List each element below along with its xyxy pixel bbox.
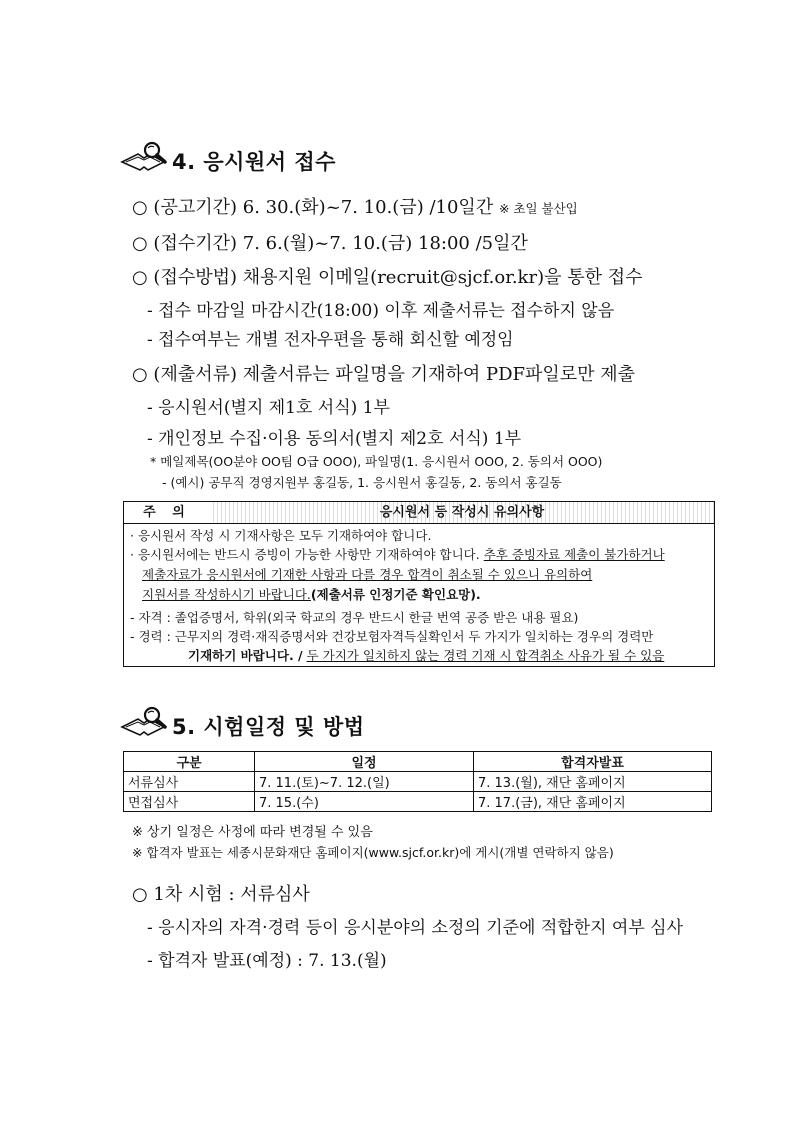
method-sub-1: - 접수 마감일 마감시간(18:00) 이후 제출서류는 접수하지 않음 — [147, 301, 615, 321]
posting-period-line: ○ (공고기간) 6. 30.(화)~7. 10.(금) /10일간 ※ 초일 불산입 — [132, 197, 578, 218]
documents-line: ○ (제출서류) 제출서류는 파일명을 기재하여 PDF파일로만 제출 — [132, 364, 636, 385]
docs-sub-1: - 응시원서(별지 제1호 서식) 1부 — [147, 398, 390, 418]
table-cell: 면접심사 — [124, 792, 255, 812]
caution-line-3: 제출자료가 응시원서에 기재한 사항과 다를 경우 합격이 취소될 수 있으니 유의하여 — [142, 567, 593, 582]
table-cell: 7. 17.(금), 재단 홈페이지 — [474, 792, 712, 812]
section-5-title: 5. 시험일정 및 방법 — [172, 715, 365, 739]
table-cell: 7. 13.(월), 재단 홈페이지 — [474, 772, 712, 792]
docs-sub-2: - 개인정보 수집·이용 동의서(별지 제2호 서식) 1부 — [147, 429, 522, 449]
table-header: 일정 — [255, 752, 474, 772]
receipt-method-line: ○ (접수방법) 채용지원 이메일(recruit@sjcf.or.kr)을 통한 접수 — [132, 267, 643, 288]
caution-header — [124, 502, 714, 524]
table-row — [124, 792, 712, 812]
schedule-note-1: ※ 상기 일정은 사정에 따라 변경될 수 있음 — [132, 825, 373, 840]
stage-1-sub-2: - 합격자 발표(예정) : 7. 13.(월) — [147, 951, 387, 971]
table-cell: 7. 15.(수) — [255, 792, 474, 812]
caution-line-1: · 응시원서 작성 시 기재사항은 모두 기재하여야 합니다. — [130, 528, 432, 543]
table-header: 구분 — [124, 752, 255, 772]
posting-period-note: ※ 초일 불산입 — [498, 201, 578, 216]
table-cell: 서류심사 — [124, 772, 255, 792]
table-header-row — [124, 752, 712, 772]
caution-line-2: · 응시원서에는 반드시 증빙이 가능한 사항만 기재하여야 합니다. 추후 증빙자료 제출이 불가하거나 — [130, 547, 665, 562]
caution-label: 주 의 — [124, 502, 211, 523]
schedule-note-2: ※ 합격자 발표는 세종시문화재단 홈페이지(www.sjcf.or.kr)에 게시(개별 연락하지 않음) — [132, 845, 614, 860]
stage-1-sub-1: - 응시자의 자격·경력 등이 응시분야의 소정의 기준에 적합한지 여부 심사 — [147, 918, 684, 938]
receipt-period-line: ○ (접수기간) 7. 6.(월)~7. 10.(금) 18:00 /5일간 — [132, 233, 528, 254]
schedule-table — [123, 751, 712, 812]
caution-line-5: - 자격 : 졸업증명서, 학위(외국 학교의 경우 반드시 한글 번역 공증 받은 내용 필요) — [130, 610, 579, 625]
caution-title: 응시원서 등 작성시 유의사항 — [210, 502, 714, 523]
method-sub-2: - 접수여부는 개별 전자우편을 통해 회신할 예정임 — [147, 330, 514, 350]
caution-line-7: 기재하기 바랍니다. / 두 가지가 일치하지 않는 경력 기재 시 합격취소 사유가 될 수 있음 — [188, 648, 665, 663]
stage-1-line: ○ 1차 시험 : 서류심사 — [132, 884, 310, 905]
table-header: 합격자발표 — [474, 752, 712, 772]
table-row — [124, 772, 712, 792]
docs-note-1: * 메일제목(OO분야 OO팀 O급 OOO), 파일명(1. 응시원서 OOO, 2. 동의서 OOO) — [150, 454, 603, 469]
caution-box — [123, 501, 715, 667]
caution-line-4: 지원서를 작성하시기 바랍니다.(제출서류 인정기준 확인요망). — [142, 587, 481, 602]
docs-note-2: - (예시) 공무직 경영지원부 홍길동, 1. 응시원서 홍길동, 2. 동의서 홍길동 — [162, 475, 562, 490]
table-cell: 7. 11.(토)~7. 12.(일) — [255, 772, 474, 792]
magnifier-book-icon — [120, 705, 168, 739]
section-4-title: 4. 응시원서 접수 — [172, 150, 336, 174]
caution-line-6: - 경력 : 근무지의 경력·재직증명서와 건강보험자격득실확인서 두 가지가 일치하는 경우의 경력만 — [130, 629, 654, 644]
magnifier-book-icon — [120, 140, 168, 174]
